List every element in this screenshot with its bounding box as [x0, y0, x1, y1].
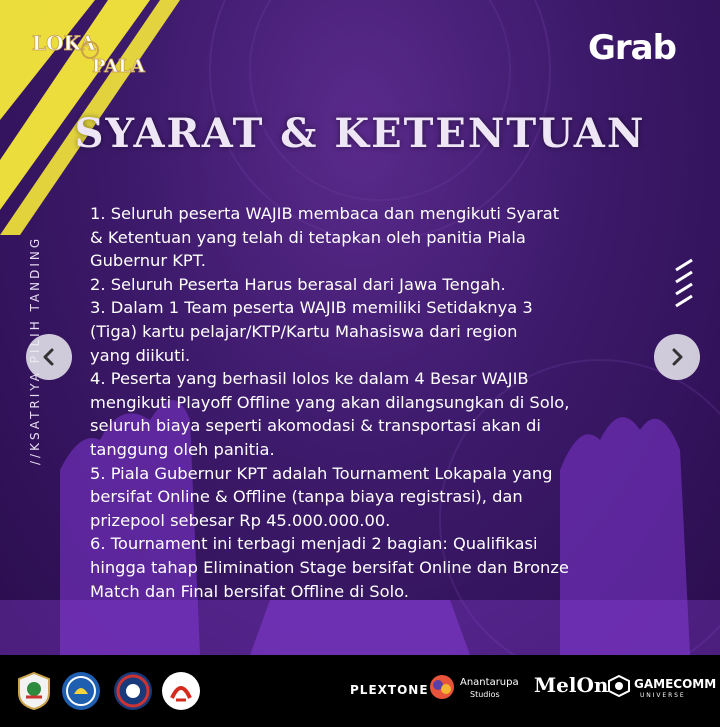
kpt-emblem-icon	[162, 672, 200, 710]
melon-logo: MelOn	[534, 673, 609, 697]
gamecomm-icon	[608, 675, 630, 701]
rule-line: (Tiga) kartu pelajar/KTP/Kartu Mahasiswa dari region	[90, 321, 518, 341]
tut-wuri-emblem-icon	[62, 672, 100, 710]
rule-line: 5. Piala Gubernur KPT adalah Tournament Lokapala yang	[90, 463, 553, 483]
anantarupa-name: Anantarupa	[460, 677, 519, 688]
rule-line: mengikuti Playoff Offline yang akan dilangsungkan di Solo,	[90, 392, 570, 412]
sponsor-footer	[0, 655, 720, 727]
gamecomm-name: GAMECOMM	[634, 677, 717, 691]
rule-line: bersifat Online & Offline (tanpa biaya registrasi), dan	[90, 487, 523, 507]
svg-text:LOKA: LOKA	[32, 31, 96, 55]
anantarupa-icon	[428, 673, 456, 701]
chevron-left-icon	[40, 348, 58, 366]
grab-logo: Grab	[588, 28, 676, 68]
svg-text:PALA: PALA	[92, 56, 145, 77]
rule-line: 3. Dalam 1 Team peserta WAJIB memiliki Setidaknya 3	[90, 298, 533, 318]
chevron-right-icon	[668, 348, 686, 366]
rule-line: Match dan Final bersifat Offline di Solo.	[90, 581, 409, 601]
rules-list	[90, 202, 650, 603]
rule-line: seluruh biaya seperti akomodasi & transportasi akan di	[90, 416, 541, 436]
rule-line: hingga tahap Elimination Stage bersifat Online dan Bronze	[90, 557, 569, 577]
lokapala-logo	[28, 26, 146, 78]
gamecomm-sub: U N I V E R S E	[640, 692, 684, 699]
rule-line: 6. Tournament ini terbagi menjadi 2 bagian: Qualifikasi	[90, 534, 538, 554]
rule-line: & Ketentuan yang telah di tetapkan oleh panitia Piala	[90, 227, 526, 247]
jateng-emblem-icon	[16, 671, 52, 715]
partner-emblem-icon	[114, 672, 152, 710]
rule-line: tanggung oleh panitia.	[90, 439, 275, 459]
rule-line: yang diikuti.	[90, 345, 191, 365]
decorative-stripes	[672, 258, 696, 318]
rule-line: 2. Seluruh Peserta Harus berasal dari Jawa Tengah.	[90, 274, 506, 294]
anantarupa-logo	[428, 673, 456, 705]
next-slide-button[interactable]	[654, 334, 700, 380]
page-title: SYARAT & KETENTUAN	[74, 110, 646, 157]
rule-line: 4. Peserta yang berhasil lolos ke dalam 4 Besar WAJIB	[90, 369, 529, 389]
rule-line: 1. Seluruh peserta WAJIB membaca dan mengikuti Syarat	[90, 204, 560, 223]
previous-slide-button[interactable]	[26, 334, 72, 380]
plextone-logo: PLEXTONE	[350, 683, 429, 697]
rule-line: prizepool sebesar Rp 45.000.000.00.	[90, 510, 391, 530]
anantarupa-sub: Studios	[470, 690, 500, 699]
rule-line: Gubernur KPT.	[90, 251, 206, 271]
